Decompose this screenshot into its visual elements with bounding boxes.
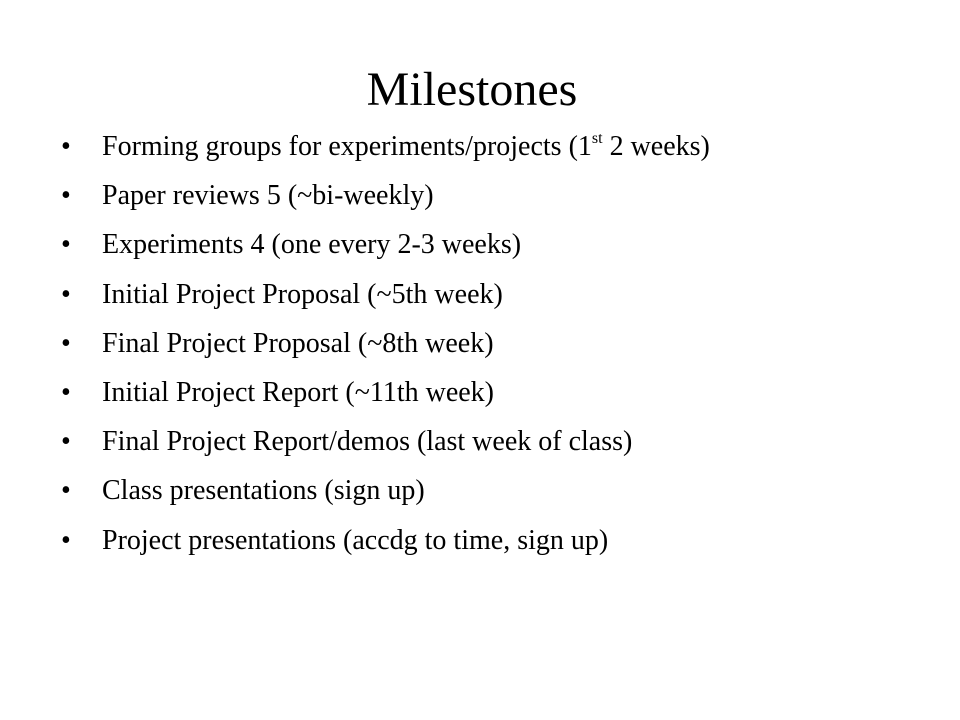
slide-title: Milestones <box>366 63 578 116</box>
list-item-text: Class presentations (sign up) <box>102 475 425 507</box>
bullet-icon: • <box>61 278 71 310</box>
list-item <box>61 466 941 515</box>
bullet-icon: • <box>61 131 71 162</box>
bullet-icon: • <box>61 524 71 556</box>
list-item-text: Initial Project Report (~11th week) <box>102 376 494 408</box>
list-item <box>61 319 941 368</box>
list-item-text: Project presentations (accdg to time, sign up) <box>102 524 609 556</box>
milestone-list <box>61 122 941 565</box>
list-item-text: Final Project Proposal (~8th week) <box>102 327 494 359</box>
list-item <box>61 122 941 171</box>
list-item-text: Final Project Report/demos (last week of class) <box>102 426 633 458</box>
bullet-icon: • <box>61 180 71 212</box>
list-item-text: Experiments 4 (one every 2-3 weeks) <box>102 229 522 261</box>
bullet-icon: • <box>61 475 71 507</box>
bullet-icon: • <box>61 426 71 458</box>
list-item-text-start: Forming groups for experiments/projects (1 <box>102 131 592 162</box>
bullet-icon: • <box>61 327 71 359</box>
ordinal-superscript: st <box>591 130 603 147</box>
list-item-text <box>102 122 710 171</box>
bullet-icon: • <box>61 229 71 261</box>
list-item <box>61 270 941 319</box>
list-item-text-end: 2 weeks) <box>602 131 710 162</box>
list-item <box>61 516 941 565</box>
list-item <box>61 171 941 220</box>
list-item-text: Paper reviews 5 (~bi-weekly) <box>102 180 434 212</box>
list-item <box>61 368 941 417</box>
list-item-text: Initial Project Proposal (~5th week) <box>102 278 503 310</box>
list-item <box>61 220 941 269</box>
bullet-icon: • <box>61 376 71 408</box>
list-item <box>61 417 941 466</box>
